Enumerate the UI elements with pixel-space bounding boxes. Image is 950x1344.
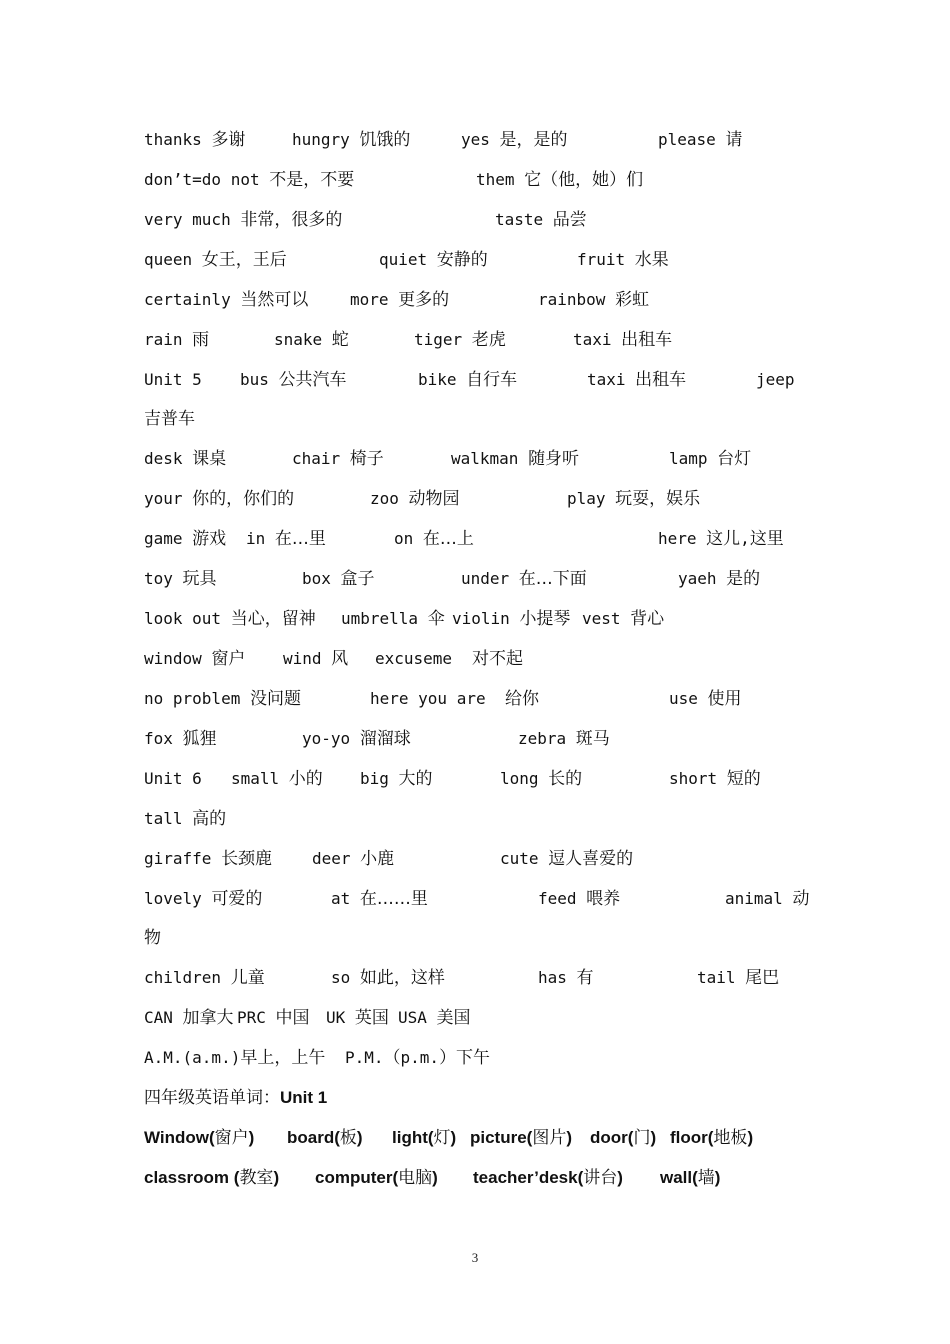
vocab-entry: feed 喂养 [538, 889, 621, 909]
vocab-entry: at 在……里 [331, 889, 428, 909]
vocab-entry: giraffe 长颈鹿 [144, 849, 273, 869]
vocab-entry: queen 女王，王后 [144, 250, 287, 270]
vocab-entry: vest 背心 [582, 609, 665, 629]
vocab-entry: has 有 [538, 968, 594, 988]
vocab-entry: Unit 5 [144, 370, 202, 389]
vocab-entry: 对不起 [472, 649, 523, 669]
vocab-entry: 物 [144, 928, 161, 948]
vocab-entry: big 大的 [360, 769, 433, 789]
vocab-entry: box 盒子 [302, 569, 375, 589]
vocab-entry: tall 高的 [144, 809, 227, 829]
vocab-entry: window 窗户 [144, 649, 246, 669]
vocab-entry: yes 是，是的 [461, 130, 568, 150]
vocab-entry: fox 狐狸 [144, 729, 217, 749]
vocab-entry: board(板) [287, 1128, 363, 1148]
grade-heading [144, 1086, 327, 1110]
vocab-entry: A.M.(a.m.)早上，上午 [144, 1048, 326, 1068]
vocab-entry: here you are [370, 689, 486, 708]
vocab-entry: certainly 当然可以 [144, 290, 309, 310]
vocab-entry: more 更多的 [350, 290, 450, 310]
vocab-entry: UK 英国 [326, 1008, 389, 1028]
vocab-entry: 给你 [505, 689, 539, 709]
vocab-entry: computer(电脑) [315, 1168, 438, 1188]
vocab-entry: 吉普车 [144, 409, 195, 429]
vocab-entry: picture(图片) [470, 1128, 573, 1148]
vocab-entry: children 儿童 [144, 968, 265, 988]
vocab-entry: in 在…里 [246, 529, 326, 549]
page-number: 3 [471, 1250, 479, 1265]
vocab-entry: light(灯) [392, 1128, 457, 1148]
vocab-entry: toy 玩具 [144, 569, 217, 589]
vocab-entry: small 小的 [231, 769, 323, 789]
vocab-entry: yaeh 是的 [678, 569, 761, 589]
vocab-entry: desk 课桌 [144, 449, 227, 469]
vocab-entry: jeep [756, 370, 795, 389]
vocab-entry: under 在…下面 [461, 569, 587, 589]
vocab-entry: umbrella 伞 [341, 609, 445, 629]
vocab-entry: wind 风 [283, 649, 349, 669]
vocab-entry: look out 当心，留神 [144, 609, 316, 629]
vocab-entry: please 请 [658, 130, 743, 150]
vocab-entry: short 短的 [669, 769, 761, 789]
vocab-entry: game 游戏 [144, 529, 227, 549]
vocab-entry: chair 椅子 [292, 449, 384, 469]
vocab-entry: tiger 老虎 [414, 330, 506, 350]
vocab-entry: no problem 没问题 [144, 689, 301, 709]
vocab-entry: taxi 出租车 [587, 370, 687, 390]
vocab-entry: snake 蛇 [274, 330, 349, 350]
vocab-entry: here 这儿,这里 [658, 529, 784, 549]
vocab-entry: taxi 出租车 [573, 330, 673, 350]
grade-heading-unit: Unit 1 [280, 1088, 328, 1107]
vocab-entry: PRC 中国 [237, 1008, 310, 1028]
vocab-entry: don’t=do not 不是，不要 [144, 170, 355, 190]
vocab-entry: lovely 可爱的 [144, 889, 263, 909]
vocab-entry: animal 动 [725, 889, 810, 909]
vocab-entry: door(门) [590, 1128, 657, 1148]
vocab-entry: USA 美国 [398, 1008, 471, 1028]
vocab-entry: tail 尾巴 [697, 968, 780, 988]
vocab-entry: zoo 动物园 [370, 489, 460, 509]
vocab-entry: Unit 6 [144, 769, 202, 788]
vocab-entry: fruit 水果 [577, 250, 669, 270]
vocab-entry: rain 雨 [144, 330, 210, 350]
vocab-entry: rainbow 彩虹 [538, 290, 650, 310]
vocab-entry: very much 非常，很多的 [144, 210, 343, 230]
vocab-entry: P.M.（p.m.）下午 [345, 1048, 491, 1068]
vocab-entry: quiet 安静的 [379, 250, 488, 270]
vocab-entry: so 如此，这样 [331, 968, 445, 988]
vocab-entry: Window(窗户) [144, 1128, 255, 1148]
vocab-entry: bus 公共汽车 [240, 370, 347, 390]
grade-heading-prefix: 四年级英语单词： [144, 1088, 280, 1108]
vocab-entry: teacher’desk(讲台) [473, 1168, 623, 1188]
vocab-entry: excuseme [375, 649, 453, 668]
vocab-entry: walkman 随身听 [451, 449, 580, 469]
vocab-entry: long 长的 [500, 769, 583, 789]
vocab-entry: CAN 加拿大 [144, 1008, 234, 1028]
vocab-entry: your 你的，你们的 [144, 489, 295, 509]
vocab-entry: hungry 饥饿的 [292, 130, 411, 150]
vocab-entry: bike 自行车 [418, 370, 518, 390]
vocab-entry: cute 逗人喜爱的 [500, 849, 634, 869]
vocab-entry: yo-yo 溜溜球 [302, 729, 411, 749]
vocab-entry: lamp 台灯 [669, 449, 752, 469]
vocab-entry: wall(墙) [660, 1168, 721, 1188]
vocab-entry: thanks 多谢 [144, 130, 246, 150]
vocab-entry: on 在…上 [394, 529, 474, 549]
vocab-entry: classroom (教室) [144, 1168, 280, 1188]
vocab-entry: floor(地板) [670, 1128, 754, 1148]
vocab-entry: taste 品尝 [495, 210, 587, 230]
vocab-entry: play 玩耍，娱乐 [567, 489, 701, 509]
vocab-entry: deer 小鹿 [312, 849, 395, 869]
vocab-entry: zebra 斑马 [518, 729, 610, 749]
vocab-entry: use 使用 [669, 689, 742, 709]
vocab-entry: them 它（他，她）们 [476, 170, 644, 190]
vocab-entry: violin 小提琴 [452, 609, 571, 629]
